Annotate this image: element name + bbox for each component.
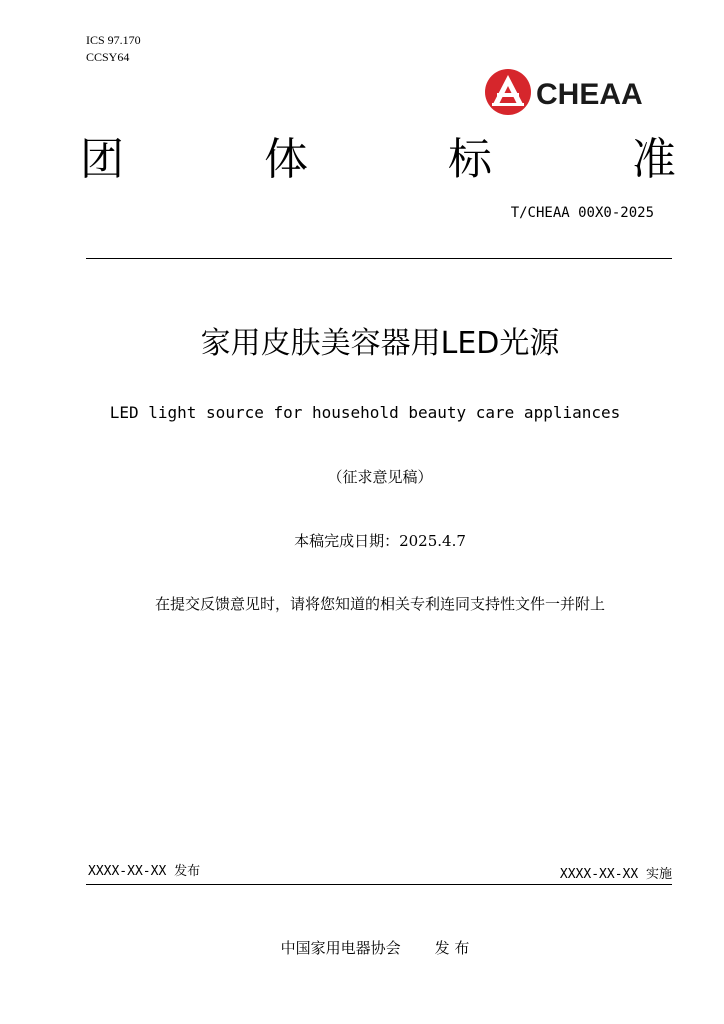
logo-text: CHEAA (536, 78, 643, 111)
ics-code: ICS 97.170 (86, 33, 141, 47)
issue-date: XXXX-XX-XX 发布 (88, 864, 201, 879)
issuer-line (0, 937, 724, 959)
implementation-date: XXXX-XX-XX 实施 (559, 867, 672, 882)
title-chinese: 家用皮肤美容器用LED光源 (200, 326, 560, 361)
draft-label: （征求意见稿） (327, 468, 433, 486)
completion-date: 本稿完成日期：2025.4.7 (294, 532, 466, 550)
issuer-organization: 中国家用电器协会 (280, 939, 401, 957)
issuer-action: 发 布 (434, 939, 470, 957)
ccs-code: CCSY64 (86, 50, 130, 64)
cheaa-logo (484, 68, 654, 116)
heading-char-3: 标 (448, 134, 492, 185)
standard-number: T/CHEAA 00X0-2025 (510, 205, 654, 221)
cheaa-logo-mark (484, 68, 654, 116)
group-standard-heading (80, 132, 676, 192)
bottom-divider (86, 884, 672, 885)
heading-char-4: 准 (632, 134, 676, 185)
heading-char-1: 团 (80, 134, 124, 185)
heading-char-2: 体 (264, 134, 308, 185)
top-divider (86, 258, 672, 259)
title-english: LED light source for household beauty care appliances (109, 403, 621, 422)
patent-notice: 在提交反馈意见时，请将您知道的相关专利连同支持性文件一并附上 (154, 595, 605, 613)
